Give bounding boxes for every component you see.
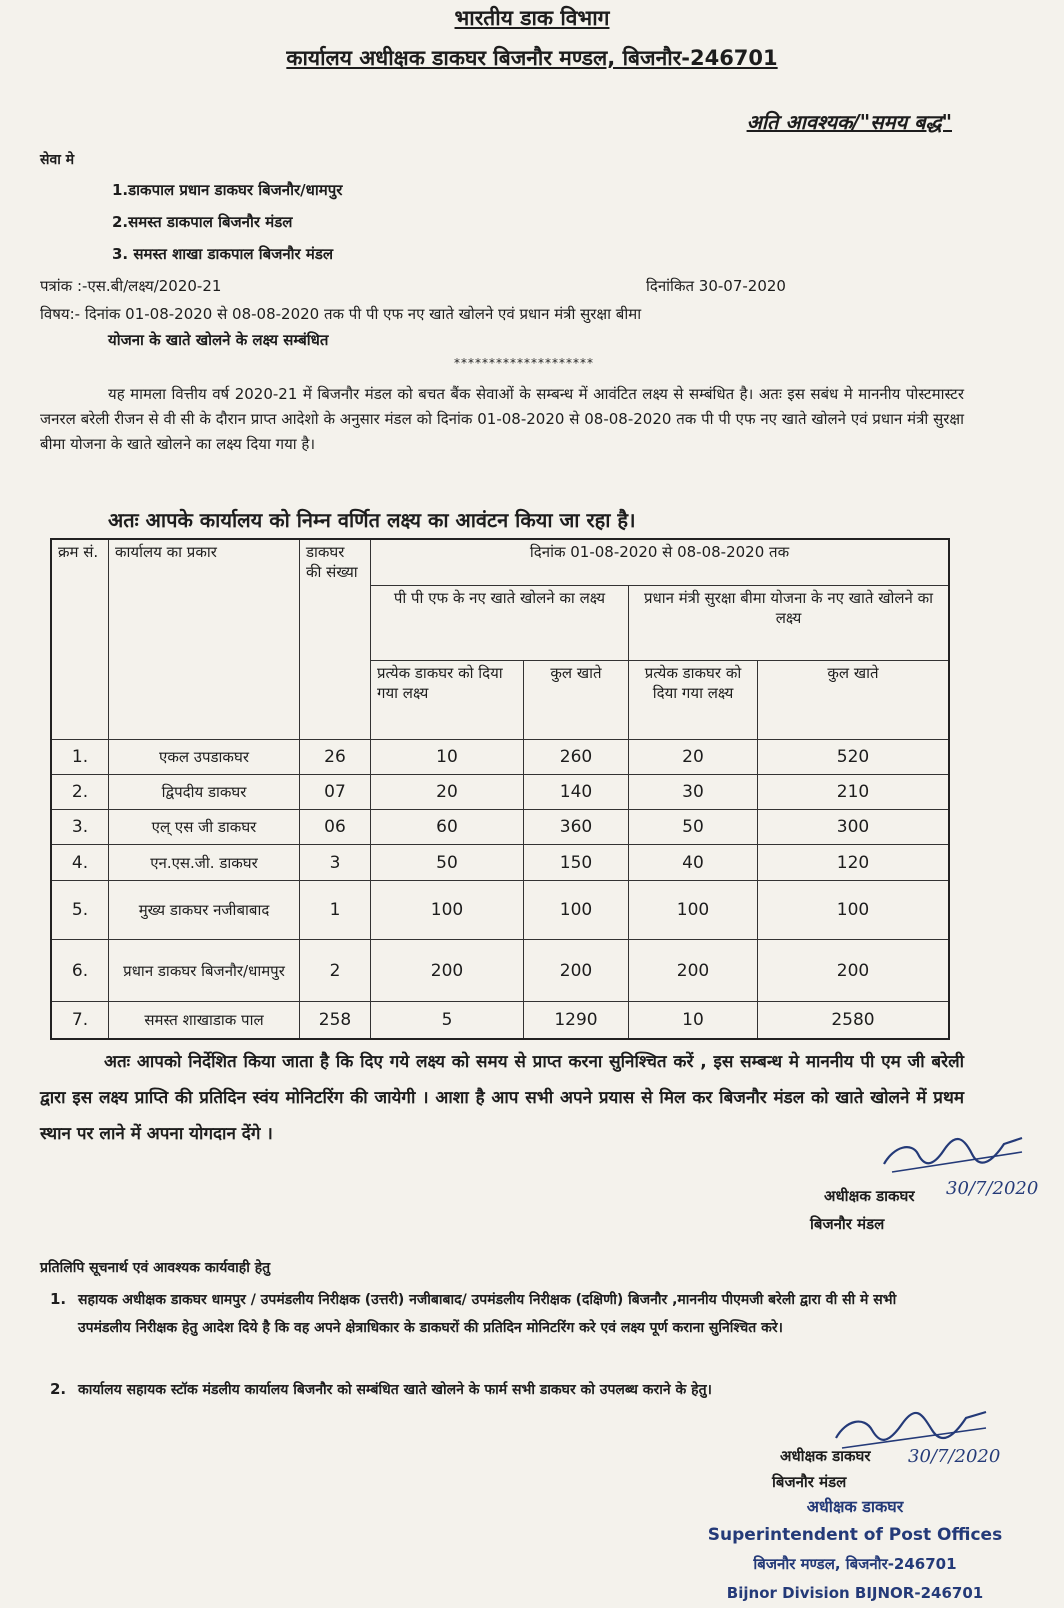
stamp-line: बिजनौर मण्डल, बिजनौर-246701 xyxy=(753,1555,957,1573)
cell-ppf-per-office: 60 xyxy=(371,810,524,845)
copy-item-text: सहायक अधीक्षक डाकघर धामपुर / उपमंडलीय निरीक्षक (उत्तरी) नजीबाबाद/ उपमंडलीय निरीक्षक (दक्षिणी) बिजनौर ,माननीय पीएमजी बरेली द्वारा वी सी मे सभी उपमंडलीय निरीक्षक हेतु आदेश दिये है कि वह अपने क्षेत्राधिकार के डाकघरों की प्रतिदिन मोनिटरिंग करे एवं लक्ष्य पूर्ण कराना सुनिश्चित करे। xyxy=(78,1292,897,1336)
cell-office-type: द्विपदीय डाकघर xyxy=(109,775,300,810)
header-pmsby-total: कुल खाते xyxy=(758,661,950,740)
cell-pmsby-per-office: 50 xyxy=(629,810,758,845)
addressee-label: सेवा मे xyxy=(40,152,75,168)
cell-count: 1 xyxy=(300,880,371,940)
letter-reference: पत्रांक :-एस.बी/लक्ष्य/2020-21 xyxy=(40,277,222,295)
stamp-line: Bijnor Division BIJNOR-246701 xyxy=(726,1584,984,1602)
subject-line: योजना के खाते खोलने के लक्ष्य सम्बंधित xyxy=(108,331,329,349)
cell-count: 07 xyxy=(300,775,371,810)
table-row xyxy=(51,739,949,774)
cell-pmsby-total: 520 xyxy=(758,739,950,774)
cell-sno: 3. xyxy=(51,810,109,845)
header-ppf: पी पी एफ के नए खाते खोलने का लक्ष्य xyxy=(371,586,629,661)
cell-pmsby-per-office: 30 xyxy=(629,775,758,810)
letter-date: दिनांकित 30-07-2020 xyxy=(646,277,786,295)
cell-sno: 2. xyxy=(51,775,109,810)
handwritten-date: 30/7/2020 xyxy=(946,1178,1039,1199)
department-heading: भारतीय डाक विभाग xyxy=(454,6,610,30)
stamp-line: अधीक्षक डाकघर xyxy=(806,1497,904,1516)
cell-ppf-total: 150 xyxy=(524,845,629,880)
table-row xyxy=(51,1002,949,1039)
urgent-note: अति आवश्यक/"समय बद्ध" xyxy=(746,110,952,134)
cell-pmsby-total: 200 xyxy=(758,940,950,1002)
closing-paragraph: अतः आपको निर्देशित किया जाता है कि दिए गये लक्ष्य को समय से प्राप्त करना सुनिश्चित करें , इस सम्बन्ध मे माननीय पी एम जी बरेली द्वारा इस लक्ष्य प्राप्ति की प्रतिदिन स्वंय मोनिटरिंग की जायेगी । आशा है आप सभी अपने प्रयास से मिल कर बिजनौर मंडल को खाते खोलने में प्रथम स्थान पर लाने में अपना योगदान देंगे । xyxy=(40,1052,964,1144)
cell-pmsby-per-office: 100 xyxy=(629,880,758,940)
table-row xyxy=(51,880,949,940)
cell-pmsby-per-office: 40 xyxy=(629,845,758,880)
table-row xyxy=(51,940,949,1002)
cell-ppf-per-office: 200 xyxy=(371,940,524,1002)
cell-ppf-per-office: 5 xyxy=(371,1002,524,1039)
official-stamp xyxy=(700,1492,1010,1608)
signatory-division: बिजनौर मंडल xyxy=(772,1473,847,1491)
table-row xyxy=(51,845,949,880)
cell-count: 3 xyxy=(300,845,371,880)
cell-count: 2 xyxy=(300,940,371,1002)
cell-sno: 1. xyxy=(51,739,109,774)
cell-office-type: प्रधान डाकघर बिजनौर/धामपुर xyxy=(109,940,300,1002)
cell-pmsby-total: 100 xyxy=(758,880,950,940)
copy-item-number: 1. xyxy=(50,1290,67,1308)
signatory-title: अधीक्षक डाकघर xyxy=(824,1187,915,1205)
targets-table xyxy=(50,538,950,1040)
cell-count: 26 xyxy=(300,739,371,774)
addressee-item: 2.समस्त डाकपाल बिजनौर मंडल xyxy=(112,213,293,231)
cell-pmsby-total: 2580 xyxy=(758,1002,950,1039)
cell-office-type: समस्त शाखाडाक पाल xyxy=(109,1002,300,1039)
cell-ppf-total: 200 xyxy=(524,940,629,1002)
subject-line: विषय:- दिनांक 01-08-2020 से 08-08-2020 तक पी पी एफ नए खाते खोलने एवं प्रधान मंत्री सुरक्षा बीमा xyxy=(40,305,642,323)
handwritten-signature xyxy=(872,1124,1042,1184)
table-row xyxy=(51,810,949,845)
cell-pmsby-total: 120 xyxy=(758,845,950,880)
cell-ppf-total: 260 xyxy=(524,739,629,774)
addressee-item: 3. समस्त शाखा डाकपाल बिजनौर मंडल xyxy=(112,245,334,263)
addressee-item: 1.डाकपाल प्रधान डाकघर बिजनौर/धामपुर xyxy=(112,181,343,199)
cell-ppf-per-office: 50 xyxy=(371,845,524,880)
body-paragraph: यह मामला वित्तीय वर्ष 2020-21 में बिजनौर मंडल को बचत बैंक सेवाओं के सम्बन्ध में आवंटित लक्ष्य से सम्बंधित है। अतः इस सबंध मे माननीय पोस्टमास्टर जनरल बरेली रीजन से वी सी के दौरान प्राप्त आदेशो के अनुसार मंडल को दिनांक 01-08-2020 से 08-08-2020 तक पी पी एफ नए खाते खोलने एवं प्रधान मंत्री सुरक्षा बीमा योजना के खाते खोलने का लक्ष्य दिया गया है। xyxy=(40,385,964,453)
cell-ppf-total: 100 xyxy=(524,880,629,940)
header-ppf-total: कुल खाते xyxy=(524,661,629,740)
cell-count: 258 xyxy=(300,1002,371,1039)
cell-ppf-total: 140 xyxy=(524,775,629,810)
cell-sno: 6. xyxy=(51,940,109,1002)
office-heading: कार्यालय अधीक्षक डाकघर बिजनौर मण्डल, बिजनौर-246701 xyxy=(286,46,778,70)
header-office-count: डाकघर की संख्या xyxy=(300,539,371,739)
header-period: दिनांक 01-08-2020 से 08-08-2020 तक xyxy=(371,539,950,586)
header-ppf-per-office: प्रत्येक डाकघर को दिया गया लक्ष्य xyxy=(371,661,524,740)
signatory-division: बिजनौर मंडल xyxy=(810,1215,885,1233)
cell-sno: 5. xyxy=(51,880,109,940)
cell-office-type: एन.एस.जी. डाकघर xyxy=(109,845,300,880)
cell-ppf-total: 1290 xyxy=(524,1002,629,1039)
cell-ppf-per-office: 20 xyxy=(371,775,524,810)
cell-pmsby-total: 210 xyxy=(758,775,950,810)
header-sno: क्रम सं. xyxy=(51,539,109,739)
cell-ppf-total: 360 xyxy=(524,810,629,845)
copy-item-text: कार्यालय सहायक स्टॉक मंडलीय कार्यालय बिजनौर को सम्बंधित खाते खोलने के फार्म सभी डाकघर को उपलब्ध कराने के हेतु। xyxy=(78,1382,712,1398)
cell-pmsby-per-office: 200 xyxy=(629,940,758,1002)
cell-office-type: मुख्य डाकघर नजीबाबाद xyxy=(109,880,300,940)
stamp-line: Superintendent of Post Offices xyxy=(707,1525,1003,1545)
cell-sno: 4. xyxy=(51,845,109,880)
header-office-type: कार्यालय का प्रकार xyxy=(109,539,300,739)
cell-ppf-per-office: 100 xyxy=(371,880,524,940)
header-pmsby-per-office: प्रत्येक डाकघर को दिया गया लक्ष्य xyxy=(629,661,758,740)
cell-pmsby-per-office: 10 xyxy=(629,1002,758,1039)
cell-ppf-per-office: 10 xyxy=(371,739,524,774)
cell-sno: 7. xyxy=(51,1002,109,1039)
copy-item-number: 2. xyxy=(50,1380,67,1398)
allocation-heading: अतः आपके कार्यालय को निम्न वर्णित लक्ष्य का आवंटन किया जा रहा है। xyxy=(108,508,636,532)
cell-count: 06 xyxy=(300,810,371,845)
copy-to-heading: प्रतिलिपि सूचनार्थ एवं आवश्यक कार्यवाही हेतु xyxy=(40,1260,271,1276)
table-row xyxy=(51,775,949,810)
cell-office-type: एकल उपडाकघर xyxy=(109,739,300,774)
header-pmsby: प्रधान मंत्री सुरक्षा बीमा योजना के नए खाते खोलने का लक्ष्य xyxy=(629,586,950,661)
cell-pmsby-per-office: 20 xyxy=(629,739,758,774)
cell-office-type: एल् एस जी डाकघर xyxy=(109,810,300,845)
separator: ******************** xyxy=(454,356,594,370)
signatory-title: अधीक्षक डाकघर xyxy=(780,1447,871,1465)
cell-pmsby-total: 300 xyxy=(758,810,950,845)
handwritten-date: 30/7/2020 xyxy=(908,1446,1001,1467)
